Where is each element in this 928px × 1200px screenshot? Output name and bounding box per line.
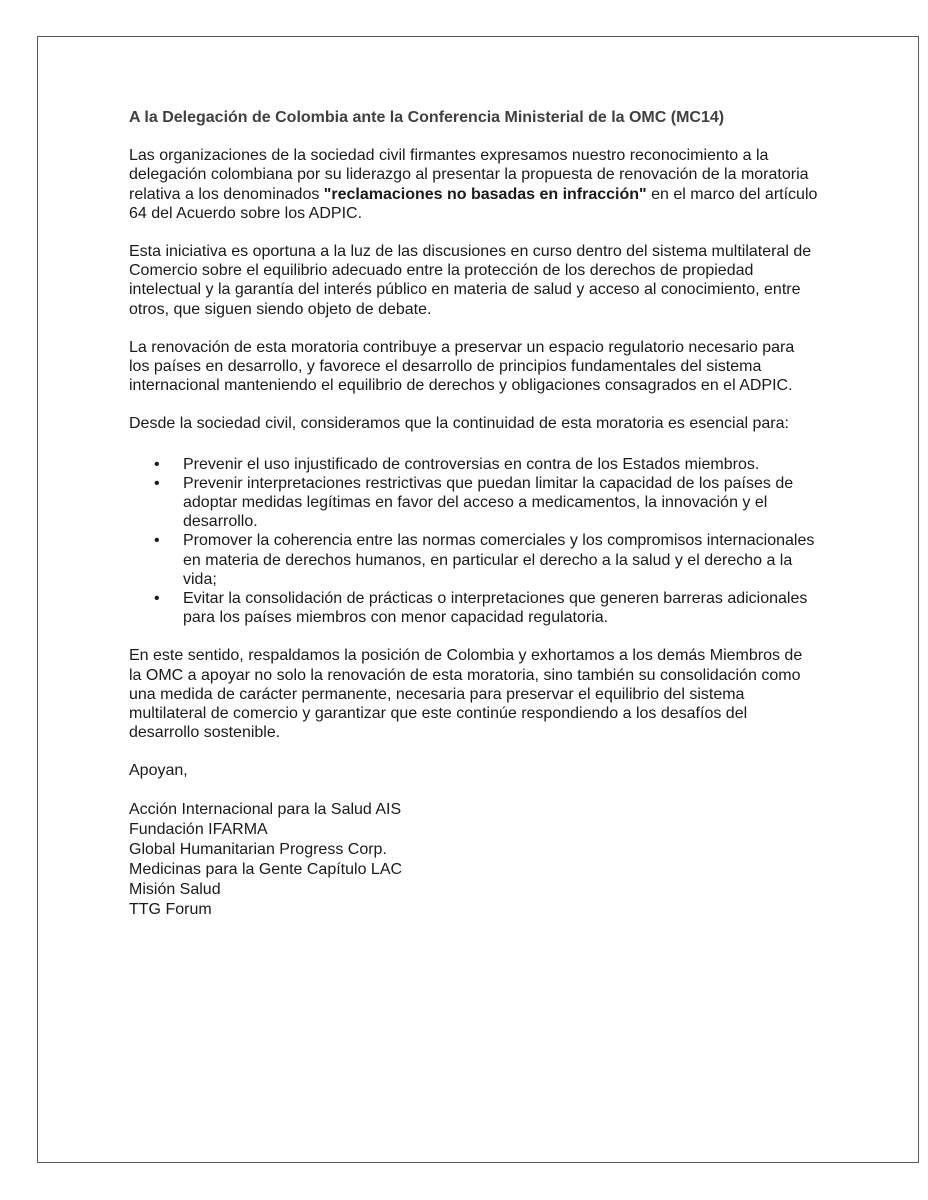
list-item: [129, 589, 819, 627]
paragraph-conclusion: En este sentido, respaldamos la posición de Colombia y exhortamos a los demás Miembros de la OMC a apoyar no solo la renovación de esta moratoria, sino también su consolidación como una medida de carácter permanente, necesaria para preservar el equilibrio del sistema multilateral de comercio y garantizar que este continúe respondiendo a los desafíos del desarrollo sostenible.: [129, 647, 803, 742]
list-item: [129, 455, 819, 474]
signatory: Misión Salud: [129, 880, 221, 898]
signatory: Fundación IFARMA: [129, 820, 268, 838]
paragraph-civil-society: Desde la sociedad civil, consideramos que la continuidad de esta moratoria es esencial para:: [129, 415, 789, 433]
list-item: [129, 531, 819, 589]
signatory: Medicinas para la Gente Capítulo LAC: [129, 860, 403, 878]
signatory: TTG Forum: [129, 900, 212, 918]
list-item-text: Prevenir interpretaciones restrictivas que puedan limitar la capacidad de los países de adoptar medidas legítimas en favor del acceso a medicamentos, la innovación y el desarrollo.: [183, 474, 794, 531]
letter-title: A la Delegación de Colombia ante la Conferencia Ministerial de la OMC (MC14): [129, 109, 725, 126]
paragraph-recognition-text-end: en el marco del artículo 64 del Acuerdo sobre los ADPIC.: [129, 185, 818, 222]
paragraph-initiative: Esta iniciativa es oportuna a la luz de las discusiones en curso dentro del sistema multilateral de Comercio sobre el equilibrio adecuado entre la protección de los derechos de propiedad intelectual y la garantía del interés público en materia de salud y acceso al conocimiento, entre otros, que siguen siendo objeto de debate.: [129, 243, 812, 318]
paragraph-recognition: [129, 146, 819, 223]
paragraph-recognition-text-start: Las organizaciones de la sociedad civil firmantes expresamos nuestro reconocimiento a la delegación colombiana por su liderazgo al presentar la propuesta de renovación de la moratoria relativa a los denominados: [129, 147, 809, 203]
bullet-icon: •: [154, 455, 160, 473]
bold-phrase-non-violation: "reclamaciones no basadas en infracción": [323, 185, 647, 203]
closing-line: Apoyan,: [129, 762, 188, 780]
list-item-text: Prevenir el uso injustificado de controversias en contra de los Estados miembros.: [183, 455, 760, 473]
signatory: Global Humanitarian Progress Corp.: [129, 840, 387, 858]
signatory: Acción Internacional para la Salud AIS: [129, 800, 402, 818]
paragraph-renewal: La renovación de esta moratoria contribuye a preservar un espacio regulatorio necesario para los países en desarrollo, y favorece el desarrollo de principios fundamentales del sistema internacional manteniendo el equilibrio de derechos y obligaciones consagrados en el ADPIC.: [129, 338, 795, 395]
signatory-list: [129, 800, 819, 920]
bullet-icon: •: [154, 590, 160, 608]
list-item-text: Evitar la consolidación de prácticas o interpretaciones que generen barreras adicionales para los países miembros con menor capacidad regulatoria.: [183, 590, 808, 627]
letter-body: [129, 108, 819, 920]
bullet-list: [129, 455, 819, 628]
bullet-icon: •: [154, 474, 160, 492]
bullet-icon: •: [154, 532, 160, 550]
list-item: [129, 474, 819, 532]
list-item-text: Promover la coherencia entre las normas comerciales y los compromisos internacionales en materia de derechos humanos, en particular el derecho a la salud y el derecho a la vida;: [183, 532, 815, 588]
